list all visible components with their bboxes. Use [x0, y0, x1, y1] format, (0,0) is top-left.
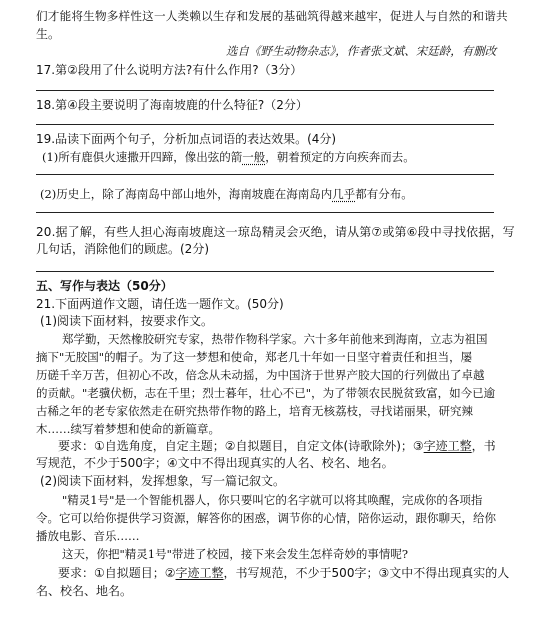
prompt-1-title: (1)阅读下面材料，按要求作文。 — [40, 314, 213, 328]
requirement-text: 要求：①自拟题目；② — [58, 566, 176, 580]
answer-line — [36, 90, 494, 91]
material-line: 郑学勤，天然橡胶研究专家，热带作物科学家。六十多年前他来到海南，立志为祖国 — [62, 332, 488, 346]
prompt-1-requirements-2: 写规范，不少于500字；④文中不得出现真实的人名、校名、地名。 — [36, 456, 394, 470]
material-line: 令。它可以给你提供学习资源，解答你的困惑，调节你的心情，陪你运动，跟你聊天，给你 — [36, 511, 496, 525]
material-line: 历磋千辛万苦，但初心不改，倍念从未动摇，为中国济于世界产胶大国的行列做出了卓越 — [36, 368, 485, 382]
sentence-2-end: 都有分布。 — [355, 187, 413, 201]
answer-line — [36, 212, 494, 213]
material-line: 播放电影、音乐…… — [36, 529, 140, 543]
dotted-word-1: 一般 — [242, 150, 266, 164]
question-20-line-2: 几句话，消除他们的顾虑。(2分) — [36, 242, 209, 256]
prompt-2-title: (2)阅读下面材料，发挥想象，写一篇记叙文。 — [40, 474, 285, 488]
material-line: 木……续写着梦想和使命的新篇章。 — [36, 422, 220, 436]
question-21: 21.下面两道作文题，请任选一题作文。(50分) — [36, 297, 284, 311]
question-19: 19.品读下面两个句子，分析加点词语的表达效果。(4分) — [36, 132, 337, 146]
requirement-text: 要求：①自选角度，自定主题；②自拟题目，自定文体(诗歌除外)；③ — [58, 439, 424, 453]
material-line: "精灵1号"是一个智能机器人，你只要叫它的名字就可以将其唤醒，完成你的各项指 — [62, 493, 483, 507]
requirement-underlined: 字迹工整 — [175, 566, 224, 580]
material-line: 这天，你把"精灵1号"带进了校园，接下来会发生怎样奇妙的事情呢? — [62, 547, 409, 561]
question-17: 17.第②段用了什么说明方法?有什么作用?（3分） — [36, 63, 303, 77]
answer-line — [36, 271, 494, 272]
continuation-text-line: 们才能将生物多样性这一人类赖以生存和发展的基础筑得越来越牢，促进人与自然的和谐共 — [36, 9, 508, 23]
requirement-underlined: 字迹工整 — [423, 439, 472, 453]
question-20-line-1: 20.据了解，有些人担心海南坡鹿这一琼岛精灵会灭绝，请从第⑦或第⑥段中寻找依据，写 — [36, 225, 515, 239]
question-18: 18.第④段主要说明了海南坡鹿的什么特征?（2分） — [36, 98, 308, 112]
prompt-2-requirements-2: 名、校名、地名。 — [36, 584, 133, 598]
sentence-2 — [40, 186, 413, 202]
sentence-1-start: (1)所有鹿俱火速撒开四蹄，像出弦的箭 — [42, 150, 243, 164]
source-citation: 选自《野生动物杂志》，作者张文斌、宋廷龄，有删改 — [226, 44, 497, 58]
sentence-1 — [42, 149, 415, 165]
prompt-1-requirements — [58, 438, 496, 454]
material-line: 的贡献。"老骥伏枥，志在千里；烈士暮年，壮心不已"，为了带领农民脱贫致富，如今已逾 — [36, 386, 496, 400]
answer-line — [36, 124, 494, 125]
continuation-text-line: 生。 — [36, 27, 61, 41]
sentence-1-end: ，朝着预定的方向疾奔而去。 — [265, 150, 415, 164]
requirement-text: ，书 — [471, 439, 496, 453]
material-line: 摘下"无胶国"的帽子。为了这一梦想和使命，郑老几十年如一日坚守着责任和担当，屡 — [36, 350, 473, 364]
material-line: 古稀之年的老专家依然走在研究热带作物的路上，培育无核荔枝，寻找诺丽果，研究辣 — [36, 404, 473, 418]
section-heading: 五、写作与表达（50分） — [36, 279, 173, 293]
sentence-2-start: (2)历史上，除了海南岛中部山地外，海南坡鹿在海南岛内 — [40, 187, 333, 201]
dotted-word-2: 几乎 — [332, 187, 356, 201]
prompt-2-requirements — [58, 565, 509, 581]
requirement-text: ，书写规范，不少于500字；③文中不得出现真实的人 — [223, 566, 510, 580]
answer-line — [36, 174, 494, 175]
